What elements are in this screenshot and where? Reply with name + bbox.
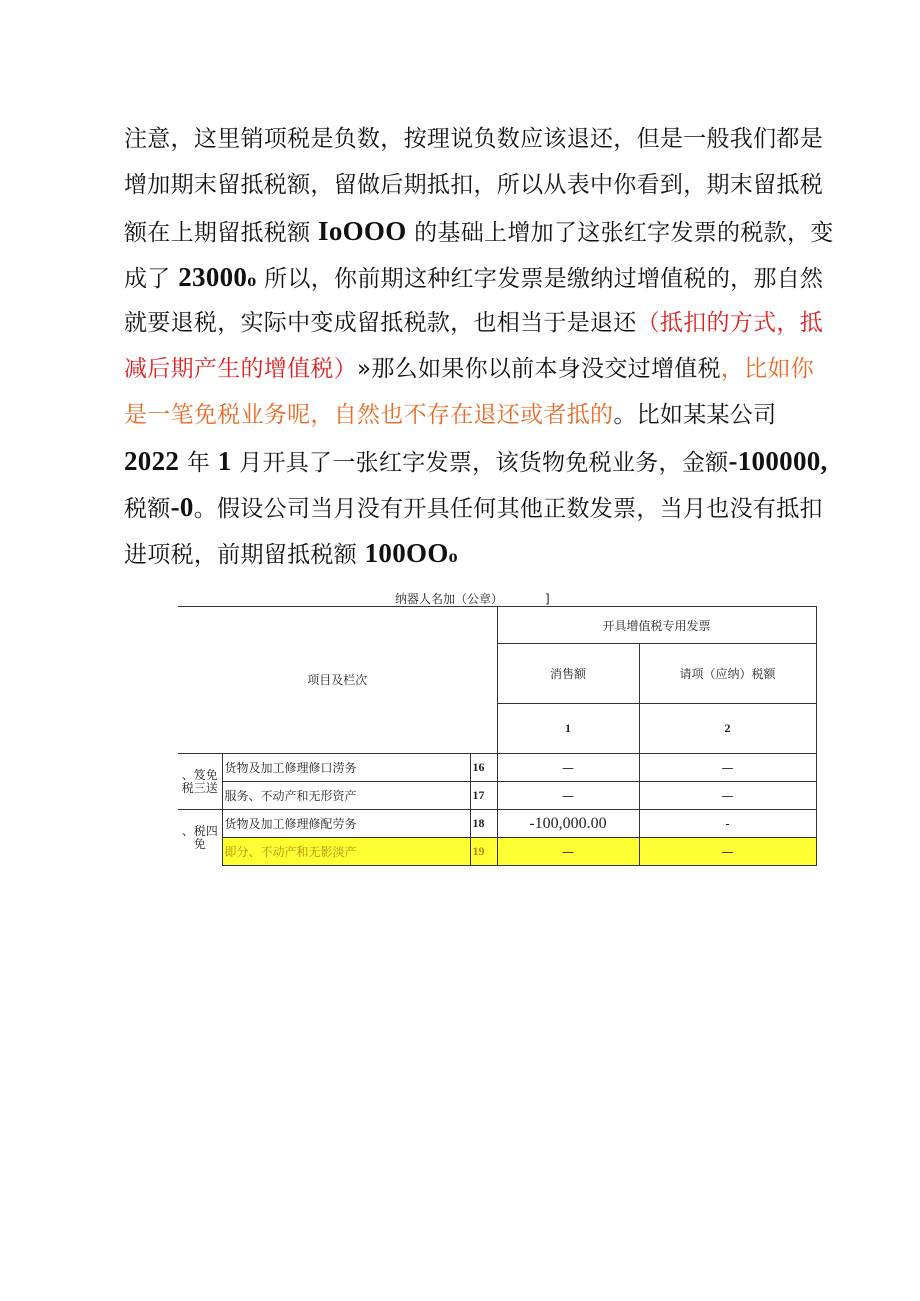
text-segment: 额在上期留抵税额 [124,220,319,246]
row-tax-value: - [639,810,816,838]
bold-number: 2022 [124,446,180,476]
text-segment: 增加期末留抵税额，留做后期抵扣，所以从表中你看到，期末留抵税 [124,172,823,198]
category-tax-exempt-3 [178,754,222,810]
text-segment: 就要退税，实际中变成留抵税款，也相当于是退还 [124,310,637,336]
bold-number: IoOOO [318,216,407,246]
form-title-bracket: ] [545,592,550,606]
red-text-segment: 减后期产生的增值税） [124,356,357,382]
item-column-header [178,607,497,754]
column-number-1: 1 [497,704,639,754]
special-invoice-group-header [497,607,816,644]
orange-text-segment: 是一笔免税业务呢，自然也不存在退还或者抵的 [124,402,614,428]
vat-return-table [178,606,817,866]
red-text-segment: （抵扣的方式，抵 [636,310,824,336]
body-paragraph [124,116,876,576]
text-segment: 进项税，前期留抵税额 [124,542,365,568]
text-segment: 。假设公司当月没有开具任何其他正数发票，当月也没有抵扣 [193,496,823,522]
bold-suffix: o [448,546,458,566]
column-number-2: 2 [639,704,816,754]
row-sales-value: — [497,782,639,810]
paragraph-line [124,346,876,392]
category-tax-exempt-4 [178,810,222,866]
bold-number: 1 [217,446,232,476]
bold-number: 23000 [178,262,248,292]
row-number: 17 [470,782,497,810]
category-label: 、税四免 [181,823,218,851]
paragraph-line [124,162,876,208]
row-label: 货物及加工修理修口涝务 [222,754,470,782]
sales-amount-header [497,644,639,704]
text-segment: 成了 [124,266,179,292]
sales-amount-label: 消售额 [549,667,586,681]
table-row [178,754,816,782]
bold-number: -0 [170,492,194,522]
bold-suffix: o [247,270,257,290]
group-header-label: 开具增值税专用发票 [602,618,711,633]
text-segment: 的基础上增加了这张红字发票的税款，变 [406,220,834,246]
text-segment: 税额 [124,496,171,522]
text-segment: 注意，这里销项税是负数，按理说负数应该退还，但是一般我们都是 [124,126,823,152]
row-label: 即分、不动产和无影淡产 [222,838,470,866]
taxpayer-name-label: 纳器人名加（公章） [395,592,498,606]
row-sales-value: — [497,754,639,782]
row-tax-value: — [639,754,816,782]
paragraph-line [124,208,876,254]
text-segment: »那么如果你以前本身没交过增值税 [357,356,721,382]
category-label: 、笈免税三送 [181,767,218,795]
bold-number: -100000, [728,446,828,476]
text-segment: 。比如某某公司 [613,402,777,428]
bold-number: 100OO [364,538,449,568]
paragraph-line [124,484,876,530]
paragraph-line [124,530,876,576]
paragraph-line [124,254,876,300]
row-sales-value: -100,000.00 [497,810,639,838]
table-row [178,782,816,810]
row-label: 服务、不动产和无形资产 [222,782,470,810]
paragraph-line [124,438,876,484]
row-label: 货物及加工修理修配劳务 [222,810,470,838]
tax-amount-header [639,644,816,704]
orange-text-segment: ，比如你 [720,356,815,382]
form-title [395,590,550,607]
row-sales-value: — [497,838,639,866]
tax-amount-label: 请项（应纳）税额 [679,667,776,681]
text-segment: 所以，你前期这种红字发票是缴纳过增值税的，那自然 [256,266,824,292]
table-row [178,810,816,838]
paragraph-line [124,392,876,438]
row-tax-value: — [639,782,816,810]
table-row-highlighted [178,838,816,866]
row-number: 19 [470,838,497,866]
text-segment: 月开具了一张红字发票，该货物免税业务，金额 [231,450,729,476]
row-number: 18 [470,810,497,838]
item-column-header-label: 项目及栏次 [307,673,368,688]
paragraph-line [124,116,876,162]
row-number: 16 [470,754,497,782]
row-tax-value: — [639,838,816,866]
paragraph-line [124,300,876,346]
text-segment: 年 [179,450,218,476]
